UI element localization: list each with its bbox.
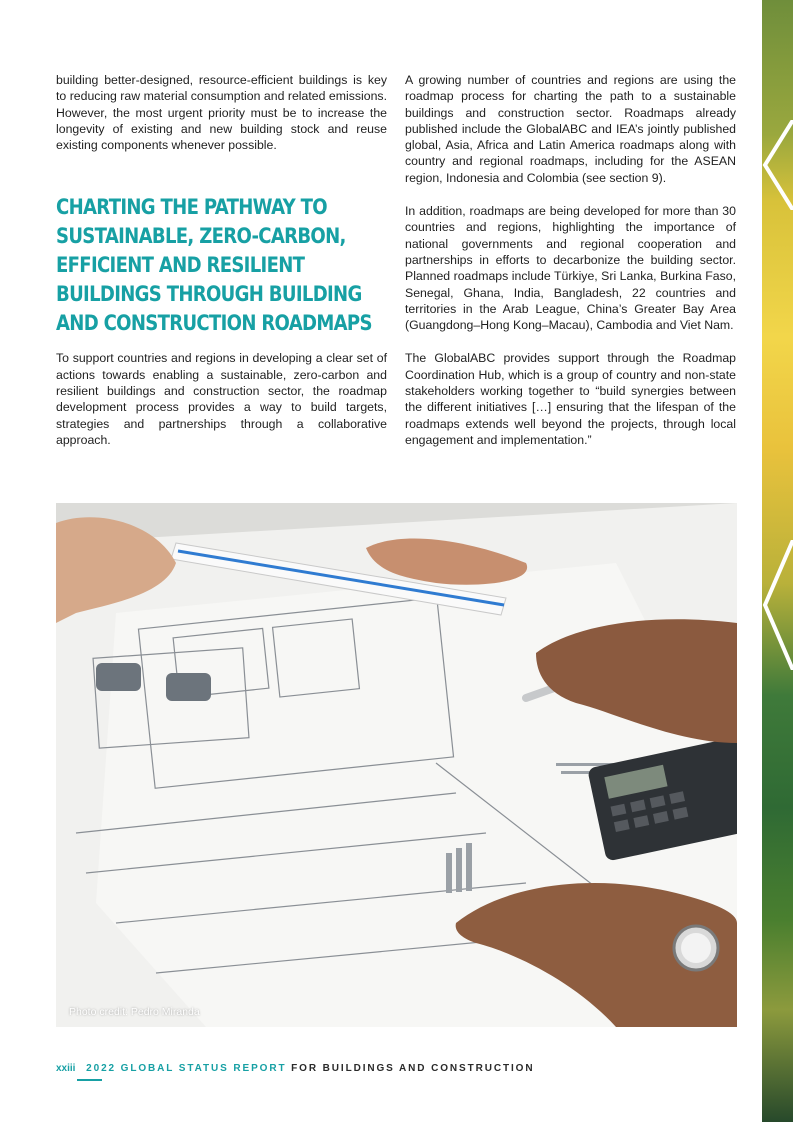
paragraph: A growing number of countries and regions are using the roadmap process for charting the path to a sustainable buildings and construction sector. Roadmaps already published include the GlobalABC and IEA’s jointly published global, Asia, Africa and Latin America roadmaps along with country and regional roadmaps, including for the ASEAN region, Indonesia and Colombia (see section 9).	[405, 73, 736, 185]
footer-underline	[77, 1079, 102, 1081]
report-title-part1: 2022 GLOBAL STATUS REPORT	[86, 1063, 287, 1074]
right-column	[405, 72, 736, 465]
chevron-decoration-icon	[762, 540, 793, 670]
chevron-decoration-icon	[762, 120, 793, 210]
body-paragraph: To support countries and regions in developing a clear set of actions towards enabling a sustainable, zero-carbon and resilient buildings and construction sector, the roadmap development process provides a way to build targets, strategies and partnerships through a collaborative approach.	[56, 351, 387, 447]
page-number: xxiii	[56, 1063, 76, 1074]
decorative-side-strip	[762, 0, 793, 1122]
left-column	[56, 72, 387, 465]
intro-paragraph: building better-designed, resource-efficient buildings is key to reducing raw material consumption and related emissions. However, the most urgent priority must be to increase the longevity of existing and new building stock and reuse existing components whenever possible.	[56, 73, 387, 153]
page-footer	[56, 1063, 534, 1074]
blueprint-photo	[56, 503, 737, 1027]
paragraph: The GlobalABC provides support through the Roadmap Coordination Hub, which is a group of country and non-state stakeholders working together to “build synergies between the different initiatives […] ensuring that the lifespan of the roadmaps extends well beyond the projects, through local engagement and implementation.”	[405, 351, 736, 447]
report-title-part2: FOR BUILDINGS AND CONSTRUCTION	[291, 1063, 535, 1074]
blueprint-illustration	[56, 503, 737, 1027]
photo-credit: Photo credit: Pedro Miranda	[69, 1006, 200, 1018]
section-heading: CHARTING THE PATHWAY TO SUSTAINABLE, ZERO-CARBON, EFFICIENT AND RESILIENT BUILDINGS THROUGH BUILDING AND CONSTRUCTION ROADMAPS	[56, 195, 372, 336]
paragraph: In addition, roadmaps are being developed for more than 30 countries and regions, highlighting the importance of national governments and regional cooperation and partnerships in efforts to decarbonize the building sector. Planned roadmaps include Türkiye, Sri Lanka, Burkina Faso, Senegal, Ghana, India, Bangladesh, 22 countries and territories in the Arab League, China’s Greater Bay Area (Guangdong–Hong Kong–Macau), Cambodia and Viet Nam.	[405, 204, 736, 333]
